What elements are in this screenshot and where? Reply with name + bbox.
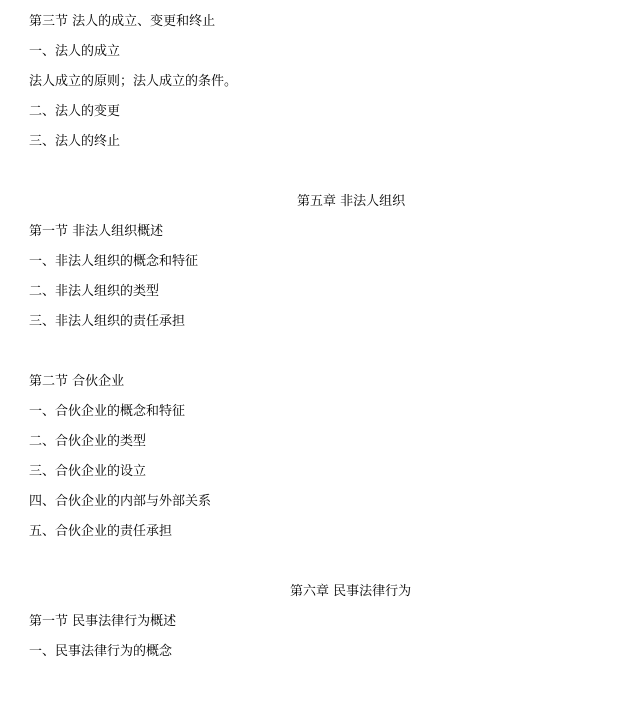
subsection-heading: 二、合伙企业的类型 — [29, 434, 147, 449]
subsection-heading: 四、合伙企业的内部与外部关系 — [29, 494, 212, 509]
body-text: 法人成立的原则；法人成立的条件。 — [29, 74, 238, 89]
subsection-heading: 三、合伙企业的设立 — [29, 464, 147, 479]
subsection-heading: 五、合伙企业的责任承担 — [29, 524, 173, 539]
subsection-heading: 一、非法人组织的概念和特征 — [29, 254, 199, 269]
chapter-heading: 第五章 非法人组织 — [297, 194, 406, 209]
chapter-heading: 第六章 民事法律行为 — [290, 584, 412, 599]
section-heading: 第一节 民事法律行为概述 — [29, 614, 177, 629]
subsection-heading: 三、法人的终止 — [29, 134, 121, 149]
subsection-heading: 三、非法人组织的责任承担 — [29, 314, 186, 329]
subsection-heading: 一、民事法律行为的概念 — [29, 644, 173, 659]
subsection-heading: 一、合伙企业的概念和特征 — [29, 404, 186, 419]
subsection-heading: 一、法人的成立 — [29, 44, 121, 59]
section-heading: 第二节 合伙企业 — [29, 374, 125, 389]
subsection-heading: 二、非法人组织的类型 — [29, 284, 160, 299]
subsection-heading: 二、法人的变更 — [29, 104, 121, 119]
section-heading: 第三节 法人的成立、变更和终止 — [29, 14, 216, 29]
section-heading: 第一节 非法人组织概述 — [29, 224, 164, 239]
